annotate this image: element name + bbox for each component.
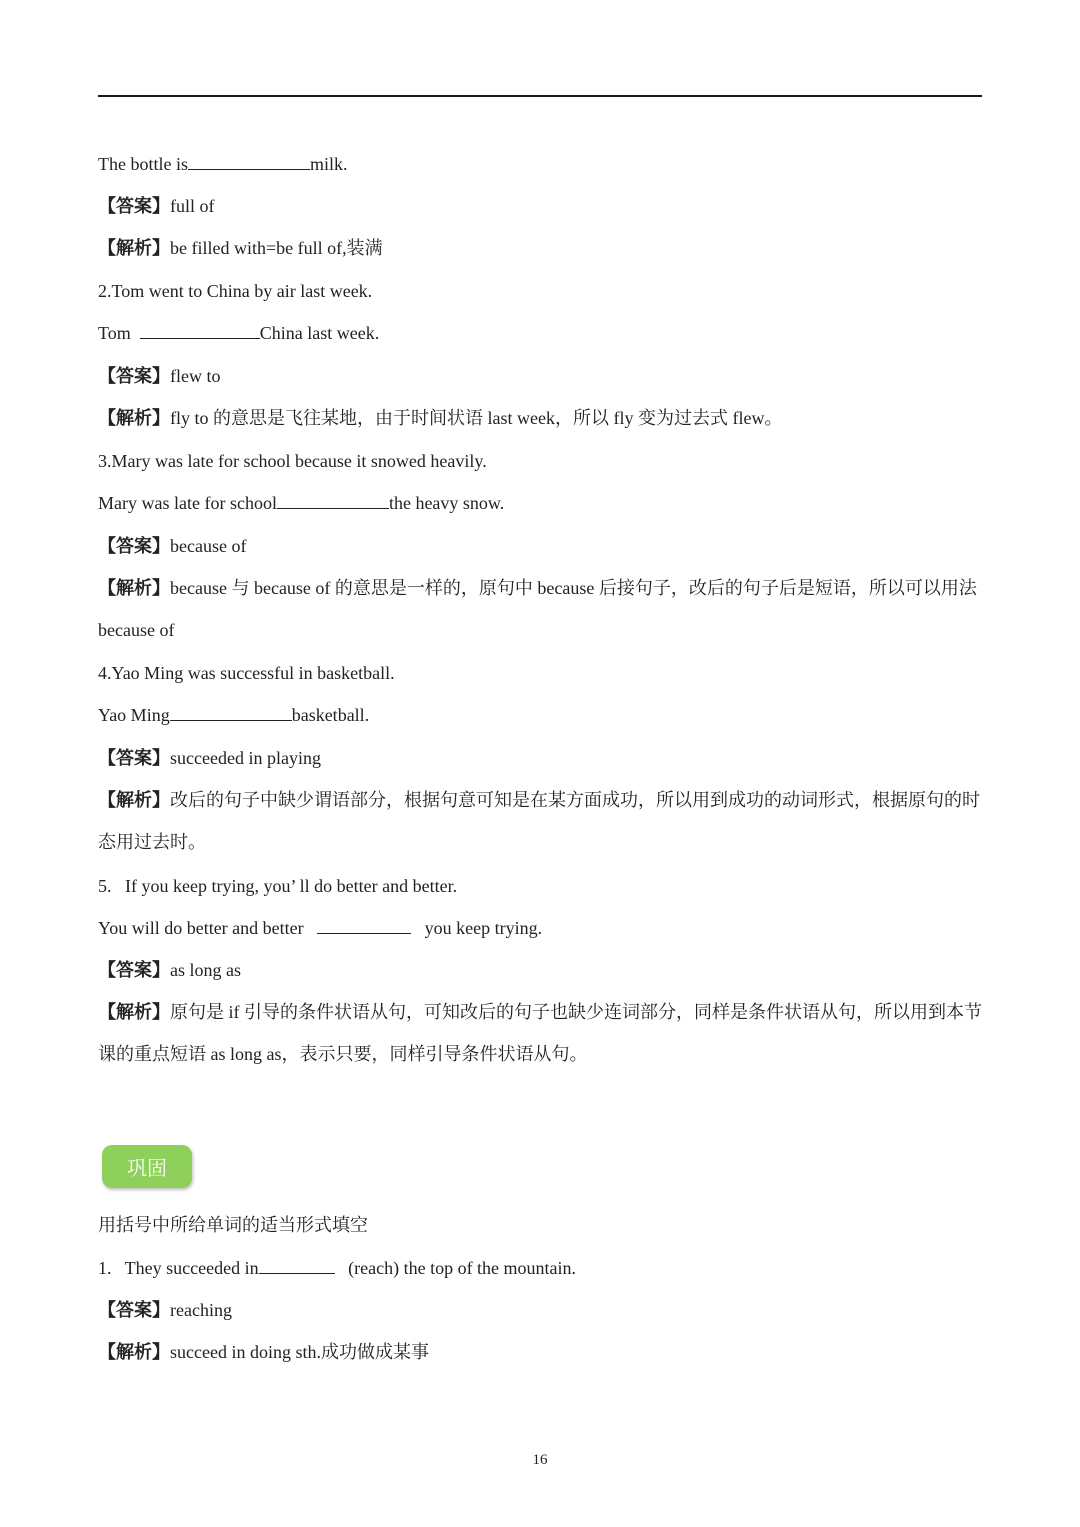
answer-text: as long as — [170, 960, 241, 980]
explanation-text: 原句是 if 引导的条件状语从句，可知改后的句子也缺少连词部分，同样是条件状语从句，所以用到本节课的重点短语 as long as，表示只要，同样引导条件状语从句。 — [98, 1002, 982, 1064]
answer-text: flew to — [170, 366, 221, 386]
question-2-original: 2.Tom went to China by air last week. — [98, 281, 373, 301]
explanation-tag: 【解析】 — [98, 408, 170, 428]
section-badge: 巩固 — [102, 1145, 192, 1188]
sentence-text: the heavy snow. — [388, 493, 505, 513]
answer-tag: 【答案】 — [98, 366, 170, 386]
answer-tag: 【答案】 — [98, 1300, 170, 1320]
explanation-text: succeed in doing sth.成功做成某事 — [170, 1342, 429, 1362]
question-3-rewrite — [98, 492, 504, 514]
explanation-text: be filled with=be full of,装满 — [170, 238, 383, 258]
answer-text: reaching — [170, 1300, 232, 1320]
question-5-rewrite — [98, 917, 542, 939]
answer-1 — [98, 195, 215, 217]
exercise-1-explanation — [98, 1341, 429, 1363]
explanation-tag: 【解析】 — [98, 1002, 170, 1022]
answer-tag: 【答案】 — [98, 536, 170, 556]
section-instruction: 用括号中所给单词的适当形式填空 — [98, 1215, 368, 1235]
sentence-text: you keep trying. — [424, 918, 543, 938]
answer-2 — [98, 365, 220, 387]
sentence-text: Tom — [98, 323, 131, 343]
question-4-original: 4.Yao Ming was successful in basketball. — [98, 663, 395, 683]
sentence-1-rewrite — [98, 153, 348, 175]
answer-text: full of — [170, 196, 215, 216]
exercise-1-answer — [98, 1299, 232, 1321]
sentence-text: Mary was late for school — [98, 493, 277, 513]
answer-blank — [277, 492, 389, 509]
explanation-text: because 与 because of 的意思是一样的，原句中 because 后接句子，改后的句子后是短语，所以可以用法 because of — [98, 578, 977, 640]
answer-blank — [317, 917, 411, 934]
answer-tag: 【答案】 — [98, 196, 170, 216]
explanation-5 — [98, 991, 982, 1075]
answer-tag: 【答案】 — [98, 748, 170, 768]
explanation-1 — [98, 237, 383, 259]
question-2-rewrite — [98, 322, 379, 344]
answer-tag: 【答案】 — [98, 960, 170, 980]
answer-blank — [188, 153, 310, 170]
question-5-original: 5. If you keep trying, you’ ll do better and better. — [98, 876, 458, 896]
sentence-text: 1. They succeeded in — [98, 1258, 259, 1278]
question-3-original: 3.Mary was late for school because it snowed heavily. — [98, 451, 487, 471]
answer-blank — [140, 322, 260, 339]
answer-4 — [98, 747, 321, 769]
question-4-rewrite — [98, 704, 369, 726]
sentence-text: The bottle is — [98, 154, 188, 174]
explanation-4 — [98, 779, 982, 863]
exercise-1 — [98, 1257, 576, 1279]
explanation-3 — [98, 567, 982, 651]
sentence-text: Yao Ming — [98, 705, 170, 725]
explanation-2 — [98, 407, 782, 429]
sentence-text: milk. — [309, 154, 348, 174]
explanation-tag: 【解析】 — [98, 578, 170, 598]
explanation-text: 改后的句子中缺少谓语部分，根据句意可知是在某方面成功，所以用到成功的动词形式，根据原句的时态用过去时。 — [98, 790, 980, 852]
sentence-text: You will do better and better — [98, 918, 304, 938]
sentence-text: China last week. — [259, 323, 380, 343]
answer-3 — [98, 535, 246, 557]
answer-text: because of — [170, 536, 247, 556]
answer-blank — [170, 704, 292, 721]
page-number: 16 — [532, 1452, 548, 1468]
answer-blank — [259, 1257, 335, 1274]
sentence-text: (reach) the top of the mountain. — [348, 1258, 577, 1278]
explanation-tag: 【解析】 — [98, 1342, 170, 1362]
explanation-tag: 【解析】 — [98, 238, 170, 258]
sentence-text: basketball. — [291, 705, 370, 725]
explanation-text: fly to 的意思是飞往某地，由于时间状语 last week，所以 fly 变为过去式 flew。 — [170, 408, 783, 428]
explanation-tag: 【解析】 — [98, 790, 170, 810]
header-rule — [98, 95, 982, 97]
answer-text: succeeded in playing — [170, 748, 321, 768]
answer-5 — [98, 959, 241, 981]
